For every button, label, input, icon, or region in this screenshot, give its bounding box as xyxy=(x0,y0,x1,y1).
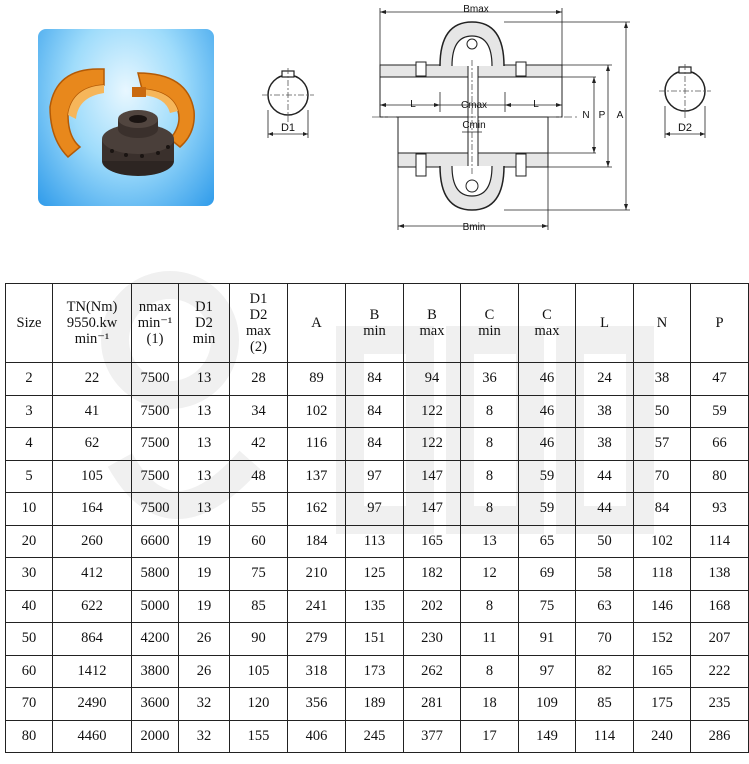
table-cell: 184 xyxy=(288,525,346,558)
table-cell: 82 xyxy=(576,655,634,688)
table-cell: 70 xyxy=(6,688,53,721)
table-cell: 85 xyxy=(576,688,634,721)
table-cell: 4200 xyxy=(132,623,179,656)
table-cell: 122 xyxy=(404,395,461,428)
cmin-label: Cmin xyxy=(462,120,486,131)
table-cell: 70 xyxy=(634,460,691,493)
table-cell: 102 xyxy=(288,395,346,428)
table-cell: 113 xyxy=(346,525,404,558)
table-cell: 42 xyxy=(230,428,288,461)
column-header xyxy=(6,284,53,363)
table-cell: 5800 xyxy=(132,558,179,591)
l-left-label: L xyxy=(410,99,416,110)
column-header xyxy=(230,284,288,363)
table-cell: 34 xyxy=(230,395,288,428)
table-cell: 18 xyxy=(461,688,519,721)
column-header xyxy=(179,284,230,363)
table-cell: 58 xyxy=(576,558,634,591)
table-row xyxy=(6,493,749,526)
table-cell: 50 xyxy=(6,623,53,656)
table-cell: 13 xyxy=(179,395,230,428)
column-header-line: min xyxy=(192,331,216,347)
table-cell: 46 xyxy=(519,428,576,461)
table-cell: 93 xyxy=(691,493,749,526)
p-label: P xyxy=(598,110,606,121)
table-cell: 60 xyxy=(6,655,53,688)
table-cell: 151 xyxy=(346,623,404,656)
d2-label: D2 xyxy=(677,122,693,134)
table-cell: 377 xyxy=(404,720,461,753)
table-cell: 135 xyxy=(346,590,404,623)
table-cell: 164 xyxy=(53,493,132,526)
a-label: A xyxy=(616,110,624,121)
table-cell: 11 xyxy=(461,623,519,656)
column-header-line: nmax xyxy=(138,299,172,315)
table-cell: 7500 xyxy=(132,460,179,493)
column-header xyxy=(404,284,461,363)
bmax-label: Bmax xyxy=(463,4,489,15)
column-header-line: C xyxy=(542,307,552,323)
table-row xyxy=(6,655,749,688)
table-cell: 90 xyxy=(230,623,288,656)
table-row xyxy=(6,428,749,461)
bmin-label: Bmin xyxy=(462,222,486,233)
table-cell: 17 xyxy=(461,720,519,753)
table-cell: 2490 xyxy=(53,688,132,721)
table-cell: 84 xyxy=(346,363,404,396)
table-cell: 286 xyxy=(691,720,749,753)
table-cell: 46 xyxy=(519,363,576,396)
n-label: N xyxy=(582,110,590,121)
table-cell: 19 xyxy=(179,525,230,558)
table-cell: 46 xyxy=(519,395,576,428)
column-header-line: B xyxy=(427,307,437,323)
table-cell: 13 xyxy=(461,525,519,558)
column-header-line: max xyxy=(419,323,445,339)
table-cell: 137 xyxy=(288,460,346,493)
table-cell: 864 xyxy=(53,623,132,656)
table-cell: 412 xyxy=(53,558,132,591)
table-cell: 8 xyxy=(461,395,519,428)
technical-drawing xyxy=(0,0,749,280)
column-header xyxy=(634,284,691,363)
table-cell: 235 xyxy=(691,688,749,721)
table-cell: 3600 xyxy=(132,688,179,721)
column-header xyxy=(691,284,749,363)
table-row xyxy=(6,395,749,428)
table-cell: 120 xyxy=(230,688,288,721)
table-cell: 48 xyxy=(230,460,288,493)
table-cell: 240 xyxy=(634,720,691,753)
column-header-line: Size xyxy=(16,315,42,331)
table-cell: 38 xyxy=(576,428,634,461)
table-cell: 210 xyxy=(288,558,346,591)
table-cell: 20 xyxy=(6,525,53,558)
table-cell: 2 xyxy=(6,363,53,396)
table-cell: 8 xyxy=(461,460,519,493)
table-cell: 65 xyxy=(519,525,576,558)
table-cell: 89 xyxy=(288,363,346,396)
column-header xyxy=(346,284,404,363)
table-cell: 149 xyxy=(519,720,576,753)
table-cell: 147 xyxy=(404,493,461,526)
table-cell: 622 xyxy=(53,590,132,623)
column-header-line: D1 xyxy=(195,299,213,315)
end-view-right xyxy=(659,64,711,138)
table-cell: 80 xyxy=(691,460,749,493)
table-cell: 84 xyxy=(346,395,404,428)
column-header xyxy=(519,284,576,363)
table-cell: 10 xyxy=(6,493,53,526)
table-cell: 105 xyxy=(53,460,132,493)
column-header-line: min xyxy=(478,323,501,339)
table-cell: 26 xyxy=(179,623,230,656)
column-header-line: L xyxy=(600,315,609,331)
table-cell: 70 xyxy=(576,623,634,656)
table-cell: 318 xyxy=(288,655,346,688)
table-cell: 281 xyxy=(404,688,461,721)
column-header xyxy=(576,284,634,363)
table-cell: 36 xyxy=(461,363,519,396)
table-row xyxy=(6,558,749,591)
table-cell: 116 xyxy=(288,428,346,461)
table-cell: 30 xyxy=(6,558,53,591)
table-cell: 207 xyxy=(691,623,749,656)
table-cell: 24 xyxy=(576,363,634,396)
table-cell: 155 xyxy=(230,720,288,753)
column-header-line: D1 xyxy=(249,291,268,307)
column-header-line: 9550.kw xyxy=(66,315,118,331)
table-body xyxy=(6,363,749,753)
table-cell: 2000 xyxy=(132,720,179,753)
table-cell: 69 xyxy=(519,558,576,591)
table-cell: 97 xyxy=(519,655,576,688)
table-cell: 230 xyxy=(404,623,461,656)
table-cell: 55 xyxy=(230,493,288,526)
table-cell: 59 xyxy=(519,460,576,493)
column-header-line: min xyxy=(363,323,386,339)
table-row xyxy=(6,460,749,493)
table-cell: 168 xyxy=(691,590,749,623)
table-cell: 1412 xyxy=(53,655,132,688)
table-cell: 146 xyxy=(634,590,691,623)
table-cell: 60 xyxy=(230,525,288,558)
table-cell: 165 xyxy=(634,655,691,688)
table-cell: 80 xyxy=(6,720,53,753)
table-cell: 28 xyxy=(230,363,288,396)
table-cell: 50 xyxy=(576,525,634,558)
column-header-line: min⁻¹ xyxy=(137,315,173,331)
table-cell: 165 xyxy=(404,525,461,558)
table-cell: 8 xyxy=(461,655,519,688)
table-cell: 122 xyxy=(404,428,461,461)
coupling-section xyxy=(372,4,630,233)
table-cell: 182 xyxy=(404,558,461,591)
table-cell: 63 xyxy=(576,590,634,623)
table-cell: 7500 xyxy=(132,363,179,396)
table-cell: 262 xyxy=(404,655,461,688)
table-cell: 13 xyxy=(179,460,230,493)
table-cell: 59 xyxy=(519,493,576,526)
column-header-line: D2 xyxy=(195,315,213,331)
l-right-label: L xyxy=(533,99,539,110)
column-header-line: max xyxy=(246,323,271,339)
table-cell: 84 xyxy=(634,493,691,526)
table-row xyxy=(6,720,749,753)
table-cell: 105 xyxy=(230,655,288,688)
table-cell: 162 xyxy=(288,493,346,526)
table-cell: 66 xyxy=(691,428,749,461)
table-row xyxy=(6,363,749,396)
table-cell: 118 xyxy=(634,558,691,591)
table-cell: 138 xyxy=(691,558,749,591)
table-cell: 5000 xyxy=(132,590,179,623)
column-header-line: C xyxy=(484,307,495,323)
table-cell: 5 xyxy=(6,460,53,493)
table-cell: 26 xyxy=(179,655,230,688)
table-cell: 8 xyxy=(461,493,519,526)
table-cell: 147 xyxy=(404,460,461,493)
table-cell: 38 xyxy=(634,363,691,396)
table-cell: 94 xyxy=(404,363,461,396)
table-cell: 57 xyxy=(634,428,691,461)
table-cell: 260 xyxy=(53,525,132,558)
table-cell: 62 xyxy=(53,428,132,461)
column-header-line: N xyxy=(656,315,668,331)
column-header-line: max xyxy=(534,323,560,339)
table-row xyxy=(6,688,749,721)
table-cell: 97 xyxy=(346,460,404,493)
table-cell: 75 xyxy=(230,558,288,591)
column-header xyxy=(461,284,519,363)
d1-label: D1 xyxy=(280,122,296,134)
table-cell: 4460 xyxy=(53,720,132,753)
table-cell: 91 xyxy=(519,623,576,656)
column-header-line: P xyxy=(715,315,724,331)
table-cell: 8 xyxy=(461,590,519,623)
table-cell: 44 xyxy=(576,493,634,526)
table-cell: 44 xyxy=(576,460,634,493)
cmax-label: Cmax xyxy=(460,100,488,111)
table-cell: 102 xyxy=(634,525,691,558)
table-cell: 3800 xyxy=(132,655,179,688)
column-header-line: TN(Nm) xyxy=(66,299,118,315)
column-header-line: A xyxy=(311,315,322,331)
table-cell: 47 xyxy=(691,363,749,396)
table-cell: 4 xyxy=(6,428,53,461)
spec-table xyxy=(5,283,749,753)
column-header-line: (1) xyxy=(146,331,164,347)
table-header-row xyxy=(6,284,749,363)
column-header-line: D2 xyxy=(249,307,268,323)
table-cell: 8 xyxy=(461,428,519,461)
table-cell: 6600 xyxy=(132,525,179,558)
table-cell: 41 xyxy=(53,395,132,428)
table-cell: 22 xyxy=(53,363,132,396)
table-cell: 7500 xyxy=(132,493,179,526)
table-cell: 279 xyxy=(288,623,346,656)
table-row xyxy=(6,590,749,623)
column-header xyxy=(288,284,346,363)
table-row xyxy=(6,525,749,558)
table-cell: 32 xyxy=(179,720,230,753)
column-header-line: min⁻¹ xyxy=(74,331,110,347)
table-cell: 7500 xyxy=(132,395,179,428)
table-row xyxy=(6,623,749,656)
table-cell: 13 xyxy=(179,363,230,396)
column-header xyxy=(53,284,132,363)
table-cell: 241 xyxy=(288,590,346,623)
table-cell: 152 xyxy=(634,623,691,656)
table-cell: 97 xyxy=(346,493,404,526)
table-cell: 222 xyxy=(691,655,749,688)
column-header-line: (2) xyxy=(250,339,267,355)
table-cell: 114 xyxy=(691,525,749,558)
table-cell: 12 xyxy=(461,558,519,591)
table-cell: 173 xyxy=(346,655,404,688)
table-cell: 32 xyxy=(179,688,230,721)
table-cell: 245 xyxy=(346,720,404,753)
table-cell: 356 xyxy=(288,688,346,721)
table-cell: 40 xyxy=(6,590,53,623)
table-cell: 13 xyxy=(179,428,230,461)
table-cell: 13 xyxy=(179,493,230,526)
table-cell: 114 xyxy=(576,720,634,753)
table-cell: 202 xyxy=(404,590,461,623)
table-cell: 19 xyxy=(179,590,230,623)
table-cell: 125 xyxy=(346,558,404,591)
table-cell: 75 xyxy=(519,590,576,623)
table-cell: 85 xyxy=(230,590,288,623)
table-cell: 59 xyxy=(691,395,749,428)
table-cell: 406 xyxy=(288,720,346,753)
table-cell: 38 xyxy=(576,395,634,428)
end-view-left xyxy=(262,68,314,138)
table-cell: 189 xyxy=(346,688,404,721)
table-cell: 50 xyxy=(634,395,691,428)
column-header xyxy=(132,284,179,363)
table-cell: 3 xyxy=(6,395,53,428)
column-header-line: B xyxy=(369,307,380,323)
table-cell: 19 xyxy=(179,558,230,591)
table-cell: 109 xyxy=(519,688,576,721)
table-cell: 84 xyxy=(346,428,404,461)
table-cell: 7500 xyxy=(132,428,179,461)
table-cell: 175 xyxy=(634,688,691,721)
